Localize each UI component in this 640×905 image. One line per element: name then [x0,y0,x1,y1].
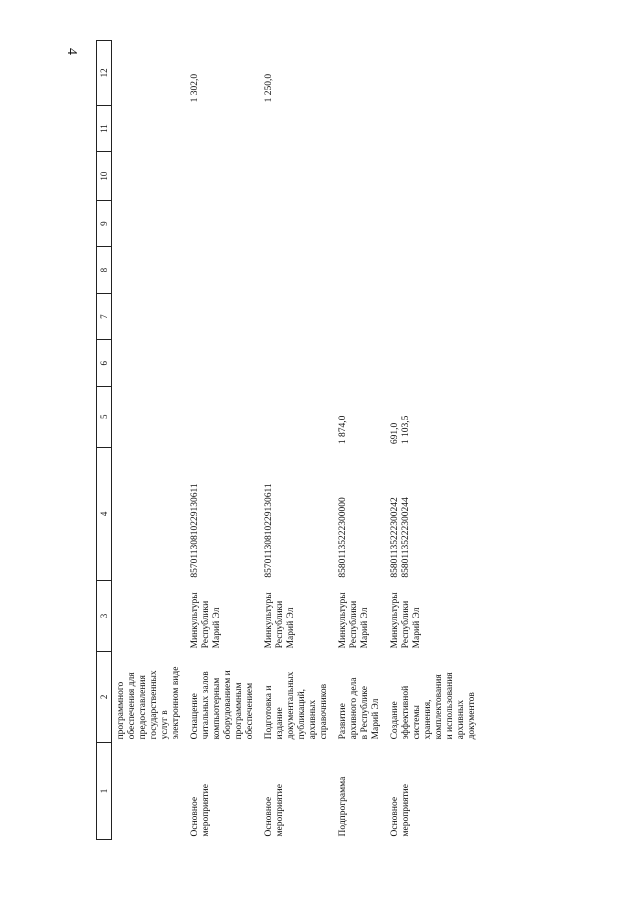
cell-col-7 [186,293,260,340]
cell-name-line: архивных [456,699,466,740]
cell-col-12: 1 302,0 [190,73,200,103]
cell-code [260,447,334,581]
cell-type [386,742,482,839]
cell-col-8 [112,247,187,294]
cell-name-line: архивных [308,699,318,740]
cell-name-line: Марий Эл [371,698,381,740]
cell-type [334,742,386,839]
cell-name [112,651,187,742]
cell-col-7 [386,293,482,340]
cell-col-8 [386,247,482,294]
cell-col-12 [112,41,187,106]
cell-col-8 [334,247,386,294]
cell-executor-line: Минкультуры [390,592,400,649]
program-table [96,40,482,840]
cell-col-7 [112,293,187,340]
cell-name-line: издание [275,707,285,740]
cell-code-line: 85701130810229130611 [190,483,200,578]
cell-amount [112,386,187,447]
cell-col-9 [186,200,260,247]
cell-name [334,651,386,742]
header-col-3: 3 [97,581,112,652]
cell-name-line: компьютерным [212,677,222,740]
table-row [112,41,187,840]
table-body [112,41,483,840]
cell-col-11 [260,105,334,152]
cell-col-12 [334,41,386,106]
cell-executor-line: Республики [275,600,285,649]
cell-name [386,651,482,742]
cell-code-line: 85801135222300242 [390,497,400,578]
cell-name-line: архивного дела [349,677,359,740]
cell-col-6 [334,340,386,387]
cell-code [112,447,187,581]
cell-col-12 [386,41,482,106]
cell-executor-line: Марий Эл [412,607,422,649]
cell-executor-line: Марий Эл [212,607,222,649]
cell-code-line: 85801135222300244 [401,497,411,578]
cell-amount [260,386,334,447]
cell-name-line: Оснащение [190,693,200,740]
cell-executor-line: Республики [201,600,211,649]
cell-name-line: Создание [390,701,400,740]
cell-name-line: комплектования [434,674,444,740]
cell-col-6 [260,340,334,387]
cell-name-line: обеспечением [245,682,255,740]
cell-col-6 [112,340,187,387]
cell-amount-line: 1 874,0 [338,415,348,445]
cell-executor [186,581,260,652]
cell-col-11 [334,105,386,152]
cell-col-10 [186,152,260,201]
cell-code-line: 85701130810229130611 [264,483,274,578]
cell-type [112,742,187,839]
header-col-11: 11 [97,105,112,152]
cell-name-line: справочников [319,683,329,740]
cell-name-line: электронном виде [171,666,181,740]
cell-col-11 [186,105,260,152]
cell-executor-line: Минкультуры [190,592,200,649]
cell-col-10 [112,152,187,201]
cell-executor-line: Марий Эл [286,607,296,649]
cell-col-9 [260,200,334,247]
cell-col-10 [386,152,482,201]
cell-name-line: оборудованием и [223,670,233,740]
header-col-5: 5 [97,386,112,447]
cell-col-6 [186,340,260,387]
cell-name-line: услуг в [160,710,170,740]
cell-code [186,447,260,581]
cell-amount [186,386,260,447]
header-col-10: 10 [97,152,112,201]
cell-type-line: мероприятие [201,784,211,837]
cell-amount [386,386,482,447]
cell-type-line: Основное [264,796,274,837]
header-col-8: 8 [97,247,112,294]
cell-name-line: системы [412,705,422,740]
cell-executor [386,581,482,652]
cell-name [186,651,260,742]
cell-name-line: эффективной [401,685,411,740]
cell-col-9 [386,200,482,247]
cell-col-10 [260,152,334,201]
cell-type-line: Основное [390,796,400,837]
cell-executor-line: Марий Эл [360,607,370,649]
cell-col-7 [334,293,386,340]
table-row [386,41,482,840]
cell-name-line: Развитие [338,703,348,740]
rotated-table-sheet [96,40,636,840]
cell-name-line: в Республике [360,686,370,740]
cell-col-8 [260,247,334,294]
cell-type-line: Подпрограмма [338,776,348,837]
cell-name-line: читальных залов [201,671,211,740]
cell-executor [112,581,187,652]
cell-name-line: документов [467,692,477,740]
cell-type-line: Основное [190,796,200,837]
header-col-6: 6 [97,340,112,387]
cell-name-line: хранения, [423,699,433,740]
cell-executor [260,581,334,652]
cell-name-line: документальных [286,671,296,740]
header-col-2: 2 [97,651,112,742]
cell-name-line: публикаций, [297,688,307,740]
table-row [186,41,260,840]
cell-col-6 [386,340,482,387]
cell-code [386,447,482,581]
cell-code-line: 85801135222300000 [338,497,348,578]
cell-name-line: программным [234,682,244,740]
cell-code [334,447,386,581]
cell-executor-line: Республики [349,600,359,649]
cell-amount-line: 691,0 [390,422,400,445]
cell-type-line: мероприятие [275,784,285,837]
header-row [97,41,112,840]
cell-executor [334,581,386,652]
cell-executor-line: Минкультуры [338,592,348,649]
cell-name [260,651,334,742]
cell-col-8 [186,247,260,294]
header-col-4: 4 [97,447,112,581]
cell-col-11 [112,105,187,152]
cell-amount [334,386,386,447]
header-col-7: 7 [97,293,112,340]
header-col-9: 9 [97,200,112,247]
cell-amount-line: 1 103,5 [401,415,411,445]
cell-col-10 [334,152,386,201]
cell-name-line: предоставления [138,675,148,740]
cell-name-line: программного [116,681,126,740]
cell-name-line: Подготовка и [264,685,274,740]
cell-type [260,742,334,839]
cell-name-line: государственных [149,670,159,740]
cell-name-line: обеспечения для [127,672,137,740]
cell-executor-line: Минкультуры [264,592,274,649]
cell-col-9 [334,200,386,247]
cell-type-line: мероприятие [401,784,411,837]
cell-executor-line: Республики [401,600,411,649]
cell-col-12: 1 250,0 [264,73,274,103]
cell-type [186,742,260,839]
cell-col-9 [112,200,187,247]
page-number: 4 [64,48,79,55]
cell-col-11 [386,105,482,152]
table-row [334,41,386,840]
header-col-1: 1 [97,742,112,839]
header-col-12: 12 [97,41,112,106]
cell-col-7 [260,293,334,340]
table-row [260,41,334,840]
cell-name-line: и использования [445,672,455,740]
